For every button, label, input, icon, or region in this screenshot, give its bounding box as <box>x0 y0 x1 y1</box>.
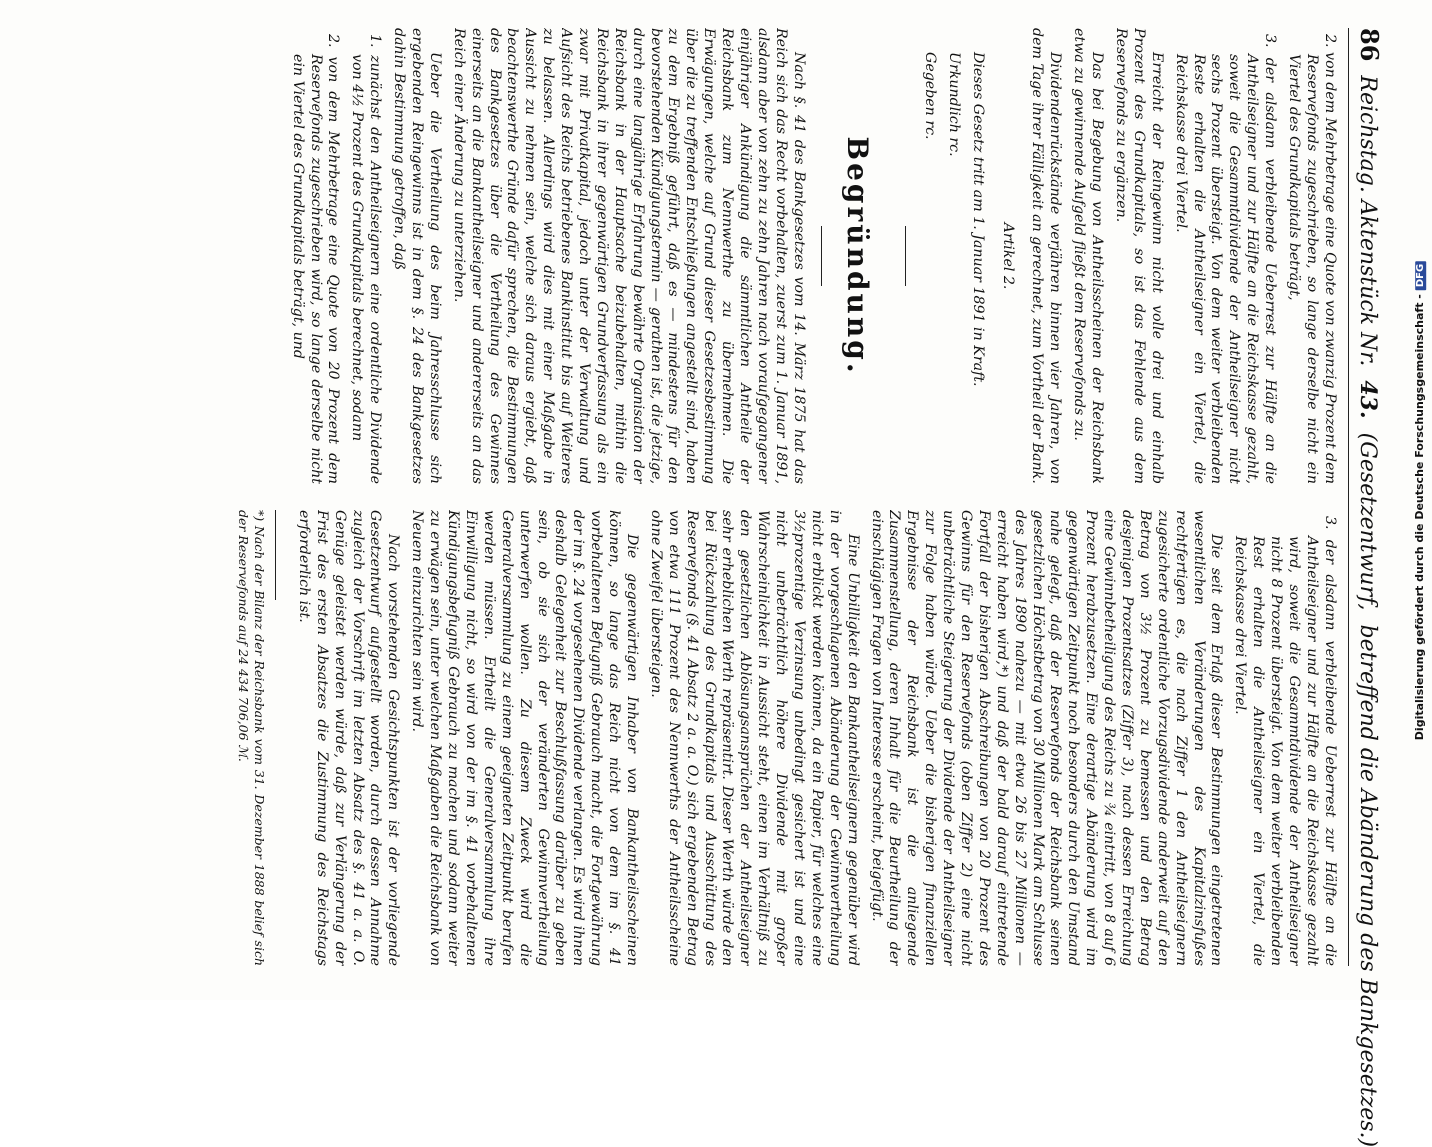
paragraph: Erreicht der Reingewinn nicht volle drei und einhalb Prozent des Grundkapitals, so ist das Fehlende aus dem Reservefonds zu ergänzen. <box>1113 28 1165 484</box>
list-item: 3. der alsdann verbleibende Ueberrest zur Hälfte an die Antheilseigner und zur Hälfte an die Reichskasse gezahlt wird, soweit die Gesammtdividende der Antheilseigner nicht 8 Prozent übersteigt. Von dem weiter verbleibenden Rest erhalten die Antheilseigner ein Viertel, die Reichskasse drei Viertel. <box>1232 516 1338 966</box>
digitization-sidebar <box>1408 0 1432 1000</box>
list-item: 1. zunächst den Antheilseignern eine ordentliche Dividende von 4½ Prozent des Grundkapitals berechnet, sodann <box>349 34 384 484</box>
paragraph: Ueber die Vertheilung des beim Jahresschlusse sich ergebenden Reingewinns ist in dem §. 24 des Bankgesetzes dahin Bestimmung getroffen, daß <box>391 28 443 484</box>
sidebar-credit <box>1414 260 1427 739</box>
sidebar-text: Digitalisierung gefördert durch die Deutsche Forschungsgemeinschaft - <box>1413 293 1427 740</box>
paragraph: Die seit dem Erlaß dieser Bestimmungen eingetretenen wesentlichen Veränderungen des Kapitalzinsfußes rechtfertigen es, die nach Ziffer 1 den Antheilseignern zugesicherte ordentliche Vorzugsdividende anderweit auf den Betrag von 3½ Prozent zu bemessen und den Betrag desjenigen Prozentsatzes (Ziffer 3), nach dessen Erreichung eine Gewinnbetheiligung des Reichs zu ¾ eintritt, von 8 auf 6 Prozent herabzusetzen. Eine derartige Abänderung wird im gegenwärtigen Zeitpunkt noch besonders durch den Umstand nahe gelegt, daß der Reservefonds der Reichsbank seinen gesetzlichen Höchstbetrag von 30 Millionen Mark am Schlusse des Jahres 1890 nahezu — mit etwa 26 bis 27 Millionen — erreicht haben wird,*) und daß der bald darauf eintretende Fortfall der bisherigen Abschreibungen von 20 Prozent des Gewinns für den Reservefonds (oben Ziffer 2) eine nicht unbeträchtliche Steigerung der Dividende der Antheilseigner zur Folge haben würde. Ueber die bisherigen finanziellen Ergebnisse der Reichsbank ist die anliegende Zusammenstellung, deren Inhalt für die Beurtheilung der einschlägigen Fragen von Interesse erscheint, beigefügt. <box>868 510 1225 966</box>
paragraph: Die gegenwärtigen Inhaber von Bankantheilsscheinen können, so lange das Reich nicht von dem im §. 41 vorbehaltenen Befugniß Gebrauch macht, die Fortgewährung der im §. 24 vorgesehenen Dividende verlangen. Es wird ihnen deshalb Gelegenheit zur Beschlußfassung darüber zu geben sein, ob sie sich der veränderten Gewinnvertheilung unterwerfen wollen. Zu diesem Zweck wird die Generalversammlung zu einem geeigneten Zeitpunkt berufen werden müssen. Ertheilt die Generalversammlung ihre Einwilligung nicht, so wird von der im §. 41 vorbehaltenen Kündigungsbefugniß Gebrauch zu machen und sodann weiter zu erwägen sein, unter welchen Maßgaben die Reichsbank von Neuem einzurichten sein wird. <box>409 510 640 966</box>
signature-line: Gegeben rc. <box>921 52 938 140</box>
dfg-logo: DFG <box>1416 260 1427 289</box>
list-item: 2. von dem Mehrbetrage eine Quote von 20 Prozent dem Reservefonds zugeschrieben wird, so lange derselbe nicht ein Viertel des Grundkapitals beträgt, und <box>289 34 342 484</box>
column-right <box>48 510 1338 966</box>
list-item: 3. der alsdann verbleibende Ueberrest zur Hälfte an die Antheilseigner und zur Hälfte an die Reichskasse gezahlt, soweit die Gesammtdividende der Antheilseigner nicht sechs Prozent übersteigt. Von dem weiter verbleibenden Reste erhalten die Antheilseigner ein Viertel, die Reichskasse drei Viertel. <box>1172 34 1279 484</box>
paragraph: Eine Unbilligkeit den Bankantheilseignern gegenüber wird in der vorgeschlagenen Abänderung der Gewinnvertheilung nicht erblickt werden können, da ein Papier, für welches eine 3½prozentige Verzinsung unbedingt gesichert ist und eine nicht unbeträchtlich höhere Dividende mit großer Wahrscheinlichkeit in Aussicht steht, einen im Verhältniß zu den gesetzlichen Ablösungsansprüchen der Antheilseigner sehr erheblichen Werth repräsentirt. Dieser Werth würde den bei Rückzahlung des Grundkapitals und Ausschüttung des Reservefonds (§. 41 Absatz 2 a. a. O.) sich ergebenden Betrag von etwa 111 Prozent des Nennwerths der Antheilsscheine ohne Zweifel übersteigen. <box>647 510 861 966</box>
divider <box>821 226 822 286</box>
header-left: Reichstag. Aktenstück Nr. <box>1355 75 1380 367</box>
footnote: *) Nach der Bilanz der Reichsbank vom 31. Dezember 1888 belief sich der Reservefonds auf 24 434 706,06 ℳ. <box>236 510 268 966</box>
divider <box>905 226 906 286</box>
header-right-prefix: (Gesetzentwurf, <box>1355 432 1380 611</box>
paragraph: Dividendenrückstände verjähren binnen vier Jahren, von dem Tage ihrer Fälligkeit an gerechnet, zum Vortheil der Bank. <box>1029 28 1064 484</box>
column-left <box>48 28 1338 484</box>
list-item: 2. von dem Mehrbetrage eine Quote von zwanzig Prozent dem Reservefonds zugeschrieben, so lange derselbe nicht ein Viertel des Grundkapitals beträgt, <box>1286 34 1338 484</box>
signature-line: Urkundlich rc. <box>945 52 962 157</box>
paragraph: Das bei Begebung von Antheilsscheinen der Reichsbank etwa zu gewinnende Aufgeld fließt dem Reservefonds zu. <box>1071 28 1106 484</box>
paragraph: Dieses Gesetz tritt am 1. Januar 1891 in Kraft. <box>969 52 986 387</box>
page-number: 86 <box>1355 28 1384 62</box>
paragraph: Nach vorstehenden Gesichtspunkten ist der vorliegende Gesetzentwurf aufgestellt worden, durch dessen Annahme zugleich der Vorschrift im letzten Absatz des §. 41 a. a. O. Genüge geleistet werden würde, daß zur Verlängerung der Frist des ersten Absatzes die Zustimmung des Reichstags erforderlich ist. <box>295 510 402 966</box>
footnote-divider <box>275 510 276 600</box>
header-right: betreffend die Abänderung des Bankgesetzes.) <box>1355 624 1380 1147</box>
page-header <box>1348 28 1384 1147</box>
section-heading: Begründung. <box>841 136 874 376</box>
article-heading: Artikel 2. <box>999 222 1016 290</box>
header-document-number: 43. <box>1355 380 1381 419</box>
paragraph: Nach §. 41 des Bankgesetzes vom 14. März 1875 hat das Reich sich das Recht vorbehalten, zuerst zum 1. Januar 1891, alsdann aber von zehn zu zehn Jahren nach voraufgegangener einjähriger Ankündigung die sämmtlichen Antheile der Reichsbank zum Nennwerthe zu übernehmen. Die Erwägungen, welche auf Grund dieser Gesetzesbestimmung über die zu treffenden Entschließungen angestellt sind, haben zu dem Ergebniß geführt, daß es — mindestens für den bevorstehenden Kündigungstermin — gerathen ist, die jetzige, durch eine langjährige Erfahrung bewährte Organisation der Reichsbank in der Hauptsache beizubehalten, mithin die Reichsbank in ihrer gegenwärtigen Grundverfassung als ein zwar mit Privatkapital, jedoch unter der Verwaltung und Aufsicht des Reichs betriebenes Bankinstitut bis auf Weiteres zu belassen. Allerdings wird dies mit einer Maßgabe in Aussicht zu nehmen sein, welche sich daraus ergiebt, daß beachtenswerthe Gründe dafür sprechen, die Bestimmungen des Bankgesetzes über die Vertheilung des Gewinnes einerseits an die Bankantheilseigner und andererseits an das Reich einer Änderung zu unterziehen. <box>450 28 807 484</box>
